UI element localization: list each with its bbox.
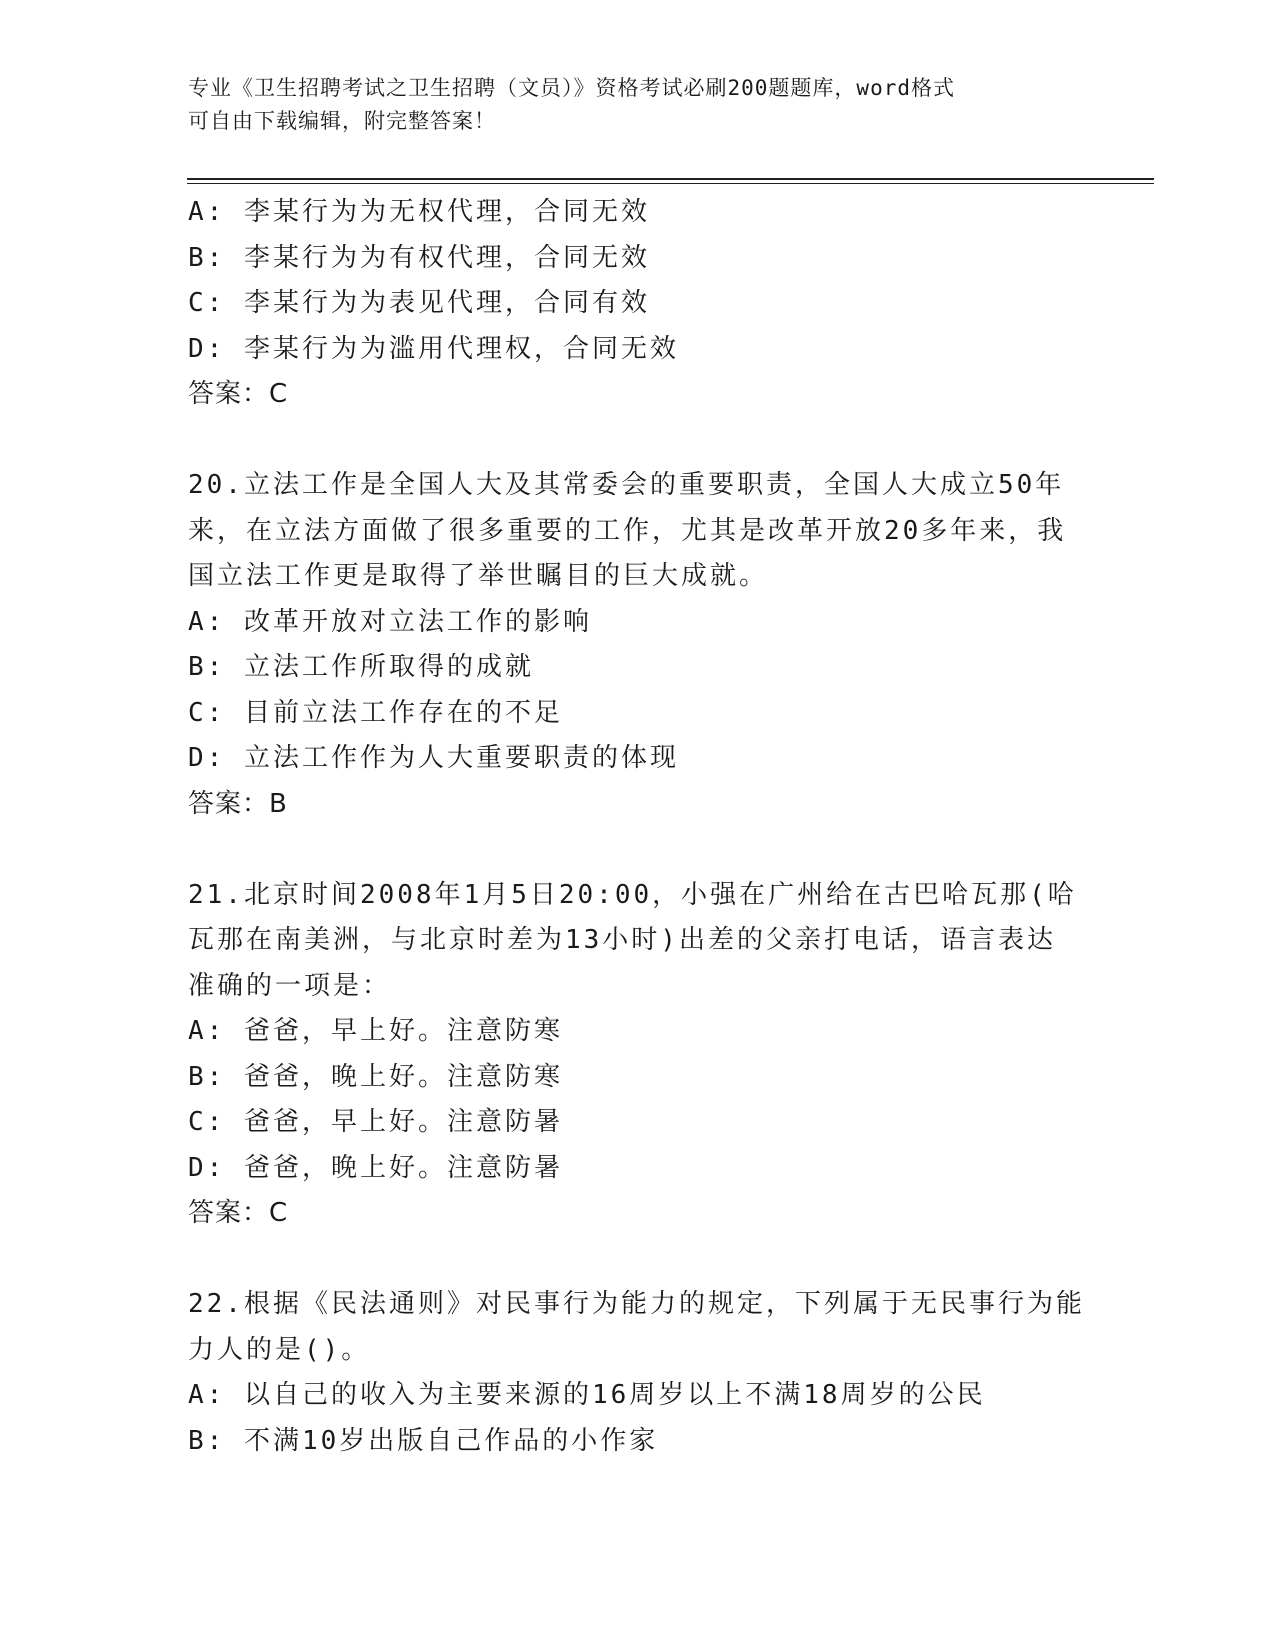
- question-stem-line: 准确的一项是：: [188, 970, 392, 1001]
- option-b: B: 李某行为为有权代理，合同无效: [188, 242, 650, 273]
- question-21: [188, 873, 1088, 1237]
- header-line-1: 专业《卫生招聘考试之卫生招聘（文员）》资格考试必刷200题题库，word格式: [188, 76, 955, 100]
- option-d: D: 李某行为为滥用代理权，合同无效: [188, 333, 679, 364]
- header-line-2: 可自由下载编辑，附完整答案！: [188, 109, 496, 133]
- answer: 答案：C: [188, 379, 289, 409]
- question-22: [188, 1282, 1088, 1464]
- option-c: C: 李某行为为表见代理，合同有效: [188, 288, 650, 318]
- question-stem-line: 国立法工作更是取得了举世瞩目的巨大成就。: [188, 561, 769, 591]
- question-20: [188, 463, 1088, 827]
- option-a: A: 李某行为为无权代理，合同无效: [188, 197, 650, 227]
- document-header: [188, 72, 1068, 138]
- spacer: [188, 418, 1088, 464]
- option-b: B: 不满10岁出版自己作品的小作家: [188, 1425, 659, 1456]
- answer: 答案：C: [188, 1198, 289, 1228]
- option-a: A: 爸爸，早上好。注意防寒: [188, 1016, 563, 1046]
- option-d: D: 立法工作作为人大重要职责的体现: [188, 743, 679, 773]
- question-19: [188, 190, 1088, 418]
- option-a: A: 改革开放对立法工作的影响: [188, 606, 592, 637]
- question-stem-line: 瓦那在南美洲，与北京时差为13小时)出差的父亲打电话，语言表达: [188, 925, 1056, 955]
- option-d: D: 爸爸，晚上好。注意防暑: [188, 1152, 563, 1183]
- option-b: B: 立法工作所取得的成就: [188, 652, 534, 682]
- question-stem-line: 力人的是()。: [188, 1334, 371, 1365]
- question-list: [188, 190, 1088, 1464]
- option-a: A: 以自己的收入为主要来源的16周岁以上不满18周岁的公民: [188, 1380, 986, 1410]
- question-stem-line: 21.北京时间2008年1月5日20:00，小强在广州给在古巴哈瓦那(哈: [188, 879, 1077, 910]
- question-stem-line: 20.立法工作是全国人大及其常委会的重要职责，全国人大成立50年: [188, 470, 1065, 500]
- option-b: B: 爸爸，晚上好。注意防寒: [188, 1061, 563, 1092]
- header-divider-thick: [187, 178, 1154, 180]
- question-stem-line: 22.根据《民法通则》对民事行为能力的规定，下列属于无民事行为能: [188, 1289, 1085, 1319]
- spacer: [188, 827, 1088, 873]
- question-stem-line: 来，在立法方面做了很多重要的工作，尤其是改革开放20多年来，我: [188, 515, 1067, 546]
- option-c: C: 目前立法工作存在的不足: [188, 697, 563, 728]
- header-divider-thin: [187, 183, 1154, 184]
- spacer: [188, 1237, 1088, 1283]
- option-c: C: 爸爸，早上好。注意防暑: [188, 1107, 563, 1137]
- answer: 答案：B: [188, 788, 288, 819]
